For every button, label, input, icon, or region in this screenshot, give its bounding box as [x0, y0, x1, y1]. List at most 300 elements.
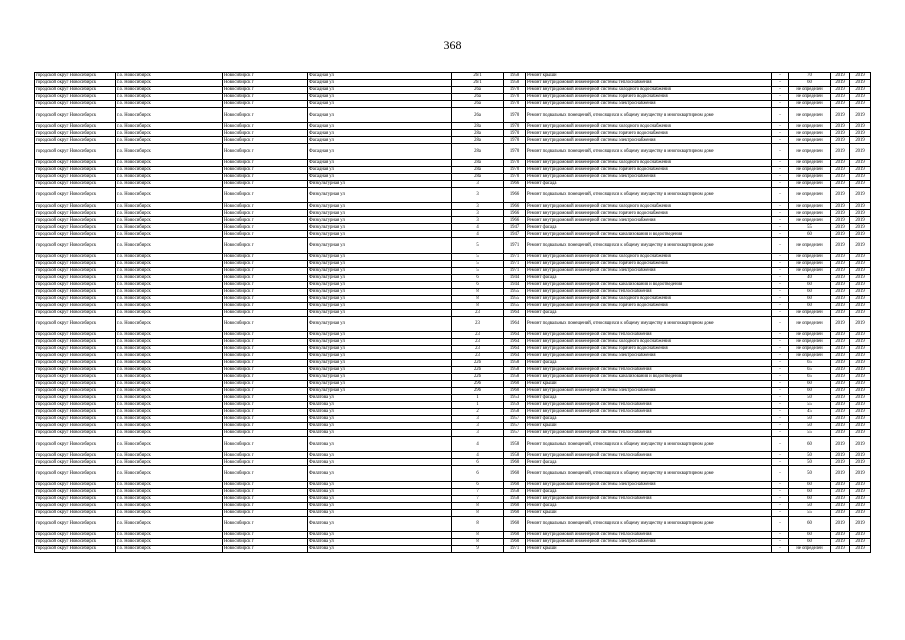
house-number-cell: 29б [452, 380, 504, 387]
settlement-cell: г.о. Новосибирск [116, 338, 223, 345]
wear-cell: 60 [789, 516, 831, 531]
plan-year-start-cell: 2019 [831, 295, 850, 302]
build-year-cell: 1958 [504, 408, 526, 415]
wear-cell: 60 [789, 532, 831, 539]
wear-cell: не определен [789, 94, 831, 101]
municipality-cell: городской округ Новосибирск [35, 224, 116, 231]
build-year-cell: 1955 [504, 302, 526, 309]
table-row [35, 253, 871, 260]
dash-cell: - [772, 238, 789, 253]
municipality-cell: городской округ Новосибирск [35, 415, 116, 422]
house-number-cell: 4 [452, 224, 504, 231]
settlement-cell: г.о. Новосибирск [116, 302, 223, 309]
dash-cell: - [772, 159, 789, 166]
work-type-cell: Ремонт внутридомовой инженерной системы канализования и водоотведения [526, 373, 772, 380]
municipality-cell: городской округ Новосибирск [35, 481, 116, 488]
house-number-cell: 23 [452, 352, 504, 359]
wear-cell: не определен [789, 123, 831, 130]
plan-year-start-cell: 2019 [831, 502, 850, 509]
plan-year-start-cell: 2019 [831, 516, 850, 531]
dash-cell: - [772, 481, 789, 488]
street-cell: Филатова ул [308, 401, 452, 408]
city-cell: Новосибирск г [223, 502, 308, 509]
table-row [35, 366, 871, 373]
dash-cell: - [772, 387, 789, 394]
dash-cell: - [772, 210, 789, 217]
wear-cell: не определен [789, 101, 831, 108]
wear-cell: не определен [789, 173, 831, 180]
plan-year-end-cell: 2019 [850, 452, 871, 459]
plan-year-start-cell: 2019 [831, 429, 850, 436]
plan-year-start-cell: 2019 [831, 180, 850, 187]
municipality-cell: городской округ Новосибирск [35, 422, 116, 429]
street-cell: Физкультурная ул [308, 345, 452, 352]
table-row [35, 180, 871, 187]
house-number-cell: 28а [452, 130, 504, 137]
work-type-cell: Ремонт внутридомовой инженерной системы горячего водоснабжения [526, 345, 772, 352]
city-cell: Новосибирск г [223, 481, 308, 488]
work-type-cell: Ремонт внутридомовой инженерной системы электроснабжения [526, 173, 772, 180]
work-type-cell: Ремонт фасада [526, 488, 772, 495]
wear-cell: 65 [789, 373, 831, 380]
municipality-cell: городской округ Новосибирск [35, 359, 116, 366]
work-type-cell: Ремонт фасада [526, 274, 772, 281]
dash-cell: - [772, 488, 789, 495]
plan-year-start-cell: 2019 [831, 210, 850, 217]
house-number-cell: 3 [452, 217, 504, 224]
dash-cell: - [772, 137, 789, 144]
settlement-cell: г.о. Новосибирск [116, 495, 223, 502]
city-cell: Новосибирск г [223, 429, 308, 436]
build-year-cell: 1966 [504, 217, 526, 224]
settlement-cell: г.о. Новосибирск [116, 415, 223, 422]
city-cell: Новосибирск г [223, 101, 308, 108]
build-year-cell: 1964 [504, 352, 526, 359]
work-type-cell: Ремонт внутридомовой инженерной системы теплоснабжения [526, 452, 772, 459]
city-cell: Новосибирск г [223, 180, 308, 187]
settlement-cell: г.о. Новосибирск [116, 231, 223, 238]
street-cell: Физкультурная ул [308, 380, 452, 387]
city-cell: Новосибирск г [223, 345, 308, 352]
work-type-cell: Ремонт крыши [526, 380, 772, 387]
work-type-cell: Ремонт внутридомовой инженерной системы горячего водоснабжения [526, 166, 772, 173]
settlement-cell: г.о. Новосибирск [116, 352, 223, 359]
wear-cell: не определен [789, 108, 831, 123]
table-row [35, 210, 871, 217]
table-row [35, 516, 871, 531]
house-number-cell: 26а [452, 87, 504, 94]
plan-year-end-cell: 2019 [850, 338, 871, 345]
city-cell: Новосибирск г [223, 80, 308, 87]
wear-cell: не определен [789, 217, 831, 224]
wear-cell: не определен [789, 546, 831, 553]
work-type-cell: Ремонт внутридомовой инженерной системы холодного водоснабжения [526, 87, 772, 94]
dash-cell: - [772, 288, 789, 295]
plan-year-end-cell: 2019 [850, 546, 871, 553]
dash-cell: - [772, 144, 789, 159]
wear-cell: не определен [789, 137, 831, 144]
build-year-cell: 1960 [504, 459, 526, 466]
municipality-cell: городской округ Новосибирск [35, 495, 116, 502]
dash-cell: - [772, 224, 789, 231]
city-cell: Новосибирск г [223, 295, 308, 302]
table-row [35, 137, 871, 144]
wear-cell: не определен [789, 180, 831, 187]
house-number-cell: 1 [452, 394, 504, 401]
settlement-cell: г.о. Новосибирск [116, 173, 223, 180]
work-type-cell: Ремонт подвальных помещений, относящихся к общему имуществу в многоквартирном доме [526, 187, 772, 202]
table-row [35, 401, 871, 408]
build-year-cell: 1960 [504, 380, 526, 387]
wear-cell: 60 [789, 481, 831, 488]
wear-cell: 60 [789, 295, 831, 302]
work-type-cell: Ремонт фасада [526, 502, 772, 509]
table-row [35, 203, 871, 210]
settlement-cell: г.о. Новосибирск [116, 408, 223, 415]
municipality-cell: городской округ Новосибирск [35, 73, 116, 80]
wear-cell: не определен [789, 166, 831, 173]
wear-cell: не определен [789, 316, 831, 331]
street-cell: Филатова ул [308, 466, 452, 481]
wear-cell: не определен [789, 203, 831, 210]
work-type-cell: Ремонт фасада [526, 394, 772, 401]
plan-year-end-cell: 2019 [850, 137, 871, 144]
municipality-cell: городской округ Новосибирск [35, 373, 116, 380]
plan-year-start-cell: 2019 [831, 281, 850, 288]
dash-cell: - [772, 130, 789, 137]
build-year-cell: 1957 [504, 429, 526, 436]
table-row [35, 267, 871, 274]
build-year-cell: 1958 [504, 80, 526, 87]
house-number-cell: 28а [452, 144, 504, 159]
municipality-cell: городской округ Новосибирск [35, 401, 116, 408]
municipality-cell: городской округ Новосибирск [35, 380, 116, 387]
municipality-cell: городской округ Новосибирск [35, 366, 116, 373]
build-year-cell: 1964 [504, 309, 526, 316]
work-type-cell: Ремонт крыши [526, 73, 772, 80]
street-cell: Физкультурная ул [308, 359, 452, 366]
street-cell: Фасадная ул [308, 130, 452, 137]
municipality-cell: городской округ Новосибирск [35, 539, 116, 546]
plan-year-start-cell: 2019 [831, 302, 850, 309]
house-number-cell: 8 [452, 295, 504, 302]
build-year-cell: 1958 [504, 373, 526, 380]
street-cell: Филатова ул [308, 394, 452, 401]
plan-year-start-cell: 2019 [831, 80, 850, 87]
dash-cell: - [772, 281, 789, 288]
municipality-cell: городской округ Новосибирск [35, 459, 116, 466]
street-cell: Фасадная ул [308, 159, 452, 166]
house-number-cell: 3 [452, 180, 504, 187]
settlement-cell: г.о. Новосибирск [116, 488, 223, 495]
plan-year-end-cell: 2019 [850, 203, 871, 210]
municipality-cell: городской округ Новосибирск [35, 87, 116, 94]
house-number-cell: 4 [452, 452, 504, 459]
settlement-cell: г.о. Новосибирск [116, 130, 223, 137]
plan-year-end-cell: 2019 [850, 466, 871, 481]
build-year-cell: 1971 [504, 267, 526, 274]
work-type-cell: Ремонт внутридомовой инженерной системы электроснабжения [526, 352, 772, 359]
build-year-cell: 1970 [504, 101, 526, 108]
page-number: 368 [443, 38, 462, 52]
table-row [35, 80, 871, 87]
wear-cell: 60 [789, 495, 831, 502]
street-cell: Филатова ул [308, 495, 452, 502]
plan-year-start-cell: 2019 [831, 144, 850, 159]
plan-year-end-cell: 2019 [850, 509, 871, 516]
house-number-cell: 23 [452, 309, 504, 316]
plan-year-start-cell: 2019 [831, 481, 850, 488]
wear-cell: 55 [789, 429, 831, 436]
plan-year-start-cell: 2019 [831, 108, 850, 123]
wear-cell: 45 [789, 408, 831, 415]
table-row [35, 373, 871, 380]
settlement-cell: г.о. Новосибирск [116, 267, 223, 274]
table-row [35, 87, 871, 94]
dash-cell: - [772, 123, 789, 130]
municipality-cell: городской округ Новосибирск [35, 144, 116, 159]
wear-cell: 50 [789, 452, 831, 459]
work-type-cell: Ремонт внутридомовой инженерной системы холодного водоснабжения [526, 159, 772, 166]
plan-year-start-cell: 2019 [831, 217, 850, 224]
house-number-cell: 8 [452, 516, 504, 531]
plan-year-end-cell: 2019 [850, 516, 871, 531]
city-cell: Новосибирск г [223, 387, 308, 394]
table-row [35, 130, 871, 137]
plan-year-end-cell: 2019 [850, 101, 871, 108]
dash-cell: - [772, 380, 789, 387]
wear-cell: 70 [789, 73, 831, 80]
settlement-cell: г.о. Новосибирск [116, 180, 223, 187]
wear-cell: не определен [789, 309, 831, 316]
plan-year-end-cell: 2019 [850, 253, 871, 260]
work-type-cell: Ремонт внутридомовой инженерной системы холодного водоснабжения [526, 203, 772, 210]
table-row [35, 429, 871, 436]
city-cell: Новосибирск г [223, 546, 308, 553]
plan-year-start-cell: 2019 [831, 87, 850, 94]
build-year-cell: 1958 [504, 359, 526, 366]
plan-year-end-cell: 2019 [850, 352, 871, 359]
table-row [35, 352, 871, 359]
plan-year-start-cell: 2019 [831, 309, 850, 316]
plan-year-start-cell: 2019 [831, 352, 850, 359]
city-cell: Новосибирск г [223, 309, 308, 316]
plan-year-start-cell: 2019 [831, 231, 850, 238]
dash-cell: - [772, 302, 789, 309]
work-type-cell: Ремонт подвальных помещений, относящихся к общему имуществу в многоквартирном доме [526, 466, 772, 481]
build-year-cell: 1970 [504, 137, 526, 144]
table-row [35, 231, 871, 238]
settlement-cell: г.о. Новосибирск [116, 203, 223, 210]
plan-year-end-cell: 2019 [850, 224, 871, 231]
table-row [35, 108, 871, 123]
build-year-cell: 1957 [504, 422, 526, 429]
table-row [35, 532, 871, 539]
city-cell: Новосибирск г [223, 224, 308, 231]
dash-cell: - [772, 217, 789, 224]
plan-year-end-cell: 2019 [850, 144, 871, 159]
house-number-cell: 8 [452, 509, 504, 516]
table-row [35, 359, 871, 366]
build-year-cell: 1944 [504, 274, 526, 281]
table-row [35, 466, 871, 481]
house-number-cell: 22б [452, 373, 504, 380]
house-number-cell: 8 [452, 532, 504, 539]
street-cell: Фасадная ул [308, 144, 452, 159]
build-year-cell: 1966 [504, 203, 526, 210]
settlement-cell: г.о. Новосибирск [116, 274, 223, 281]
city-cell: Новосибирск г [223, 87, 308, 94]
municipality-cell: городской округ Новосибирск [35, 331, 116, 338]
plan-year-end-cell: 2019 [850, 422, 871, 429]
city-cell: Новосибирск г [223, 380, 308, 387]
plan-year-end-cell: 2019 [850, 345, 871, 352]
settlement-cell: г.о. Новосибирск [116, 224, 223, 231]
settlement-cell: г.о. Новосибирск [116, 539, 223, 546]
plan-year-start-cell: 2019 [831, 338, 850, 345]
house-number-cell: 23 [452, 331, 504, 338]
plan-year-start-cell: 2019 [831, 253, 850, 260]
work-type-cell: Ремонт внутридомовой инженерной системы холодного водоснабжения [526, 253, 772, 260]
street-cell: Физкультурная ул [308, 187, 452, 202]
city-cell: Новосибирск г [223, 316, 308, 331]
plan-year-end-cell: 2019 [850, 217, 871, 224]
house-number-cell: 28а [452, 173, 504, 180]
settlement-cell: г.о. Новосибирск [116, 394, 223, 401]
house-number-cell: 6 [452, 274, 504, 281]
street-cell: Филатова ул [308, 459, 452, 466]
plan-year-end-cell: 2019 [850, 231, 871, 238]
build-year-cell: 1947 [504, 231, 526, 238]
build-year-cell: 1953 [504, 394, 526, 401]
build-year-cell: 1958 [504, 452, 526, 459]
city-cell: Новосибирск г [223, 203, 308, 210]
house-number-cell: 23 [452, 338, 504, 345]
wear-cell: 60 [789, 281, 831, 288]
house-number-cell: 3 [452, 203, 504, 210]
city-cell: Новосибирск г [223, 408, 308, 415]
work-type-cell: Ремонт внутридомовой инженерной системы электроснабжения [526, 137, 772, 144]
plan-year-start-cell: 2019 [831, 224, 850, 231]
municipality-cell: городской округ Новосибирск [35, 488, 116, 495]
street-cell: Физкультурная ул [308, 352, 452, 359]
street-cell: Физкультурная ул [308, 331, 452, 338]
street-cell: Физкультурная ул [308, 210, 452, 217]
work-type-cell: Ремонт подвальных помещений, относящихся к общему имуществу в многоквартирном доме [526, 144, 772, 159]
dash-cell: - [772, 466, 789, 481]
street-cell: Физкультурная ул [308, 366, 452, 373]
table-row [35, 144, 871, 159]
build-year-cell: 1960 [504, 509, 526, 516]
settlement-cell: г.о. Новосибирск [116, 387, 223, 394]
settlement-cell: г.о. Новосибирск [116, 137, 223, 144]
house-number-cell: 22б [452, 366, 504, 373]
plan-year-end-cell: 2019 [850, 123, 871, 130]
house-number-cell: 26а [452, 94, 504, 101]
city-cell: Новосибирск г [223, 509, 308, 516]
street-cell: Физкультурная ул [308, 288, 452, 295]
plan-year-start-cell: 2019 [831, 373, 850, 380]
work-type-cell: Ремонт внутридомовой инженерной системы холодного водоснабжения [526, 123, 772, 130]
house-number-cell: 26а [452, 101, 504, 108]
street-cell: Физкультурная ул [308, 260, 452, 267]
dash-cell: - [772, 415, 789, 422]
dash-cell: - [772, 338, 789, 345]
municipality-cell: городской округ Новосибирск [35, 316, 116, 331]
settlement-cell: г.о. Новосибирск [116, 459, 223, 466]
build-year-cell: 1960 [504, 481, 526, 488]
plan-year-end-cell: 2019 [850, 159, 871, 166]
municipality-cell: городской округ Новосибирск [35, 274, 116, 281]
street-cell: Фасадная ул [308, 166, 452, 173]
work-type-cell: Ремонт внутридомовой инженерной системы электроснабжения [526, 387, 772, 394]
wear-cell: 40 [789, 274, 831, 281]
plan-year-end-cell: 2019 [850, 436, 871, 451]
table-row [35, 260, 871, 267]
work-type-cell: Ремонт внутридомовой инженерной системы электроснабжения [526, 481, 772, 488]
street-cell: Физкультурная ул [308, 302, 452, 309]
municipality-cell: городской округ Новосибирск [35, 309, 116, 316]
table-row [35, 488, 871, 495]
build-year-cell: 1958 [504, 436, 526, 451]
dash-cell: - [772, 509, 789, 516]
plan-year-start-cell: 2019 [831, 187, 850, 202]
settlement-cell: г.о. Новосибирск [116, 532, 223, 539]
plan-year-end-cell: 2019 [850, 94, 871, 101]
table-row [35, 509, 871, 516]
city-cell: Новосибирск г [223, 130, 308, 137]
build-year-cell: 1964 [504, 338, 526, 345]
city-cell: Новосибирск г [223, 94, 308, 101]
street-cell: Филатова ул [308, 516, 452, 531]
plan-year-end-cell: 2019 [850, 238, 871, 253]
table-row [35, 238, 871, 253]
plan-year-end-cell: 2019 [850, 309, 871, 316]
house-number-cell: 28а [452, 123, 504, 130]
plan-year-end-cell: 2019 [850, 502, 871, 509]
plan-year-start-cell: 2019 [831, 394, 850, 401]
street-cell: Филатова ул [308, 429, 452, 436]
city-cell: Новосибирск г [223, 359, 308, 366]
municipality-cell: городской округ Новосибирск [35, 137, 116, 144]
city-cell: Новосибирск г [223, 539, 308, 546]
work-type-cell: Ремонт крыши [526, 509, 772, 516]
house-number-cell: 5 [452, 253, 504, 260]
table-row [35, 173, 871, 180]
table-row [35, 495, 871, 502]
build-year-cell: 1966 [504, 210, 526, 217]
plan-year-end-cell: 2019 [850, 380, 871, 387]
street-cell: Филатова ул [308, 436, 452, 451]
municipality-cell: городской округ Новосибирск [35, 173, 116, 180]
municipality-cell: городской округ Новосибирск [35, 509, 116, 516]
dash-cell: - [772, 366, 789, 373]
municipality-cell: городской округ Новосибирск [35, 516, 116, 531]
table-row [35, 281, 871, 288]
dash-cell: - [772, 452, 789, 459]
municipality-cell: городской округ Новосибирск [35, 338, 116, 345]
work-type-cell: Ремонт внутридомовой инженерной системы электроснабжения [526, 101, 772, 108]
build-year-cell: 1959 [504, 401, 526, 408]
table-row [35, 408, 871, 415]
dash-cell: - [772, 532, 789, 539]
street-cell: Физкультурная ул [308, 387, 452, 394]
city-cell: Новосибирск г [223, 436, 308, 451]
municipality-cell: городской округ Новосибирск [35, 231, 116, 238]
wear-cell: 50 [789, 422, 831, 429]
municipality-cell: городской округ Новосибирск [35, 187, 116, 202]
wear-cell: 50 [789, 394, 831, 401]
